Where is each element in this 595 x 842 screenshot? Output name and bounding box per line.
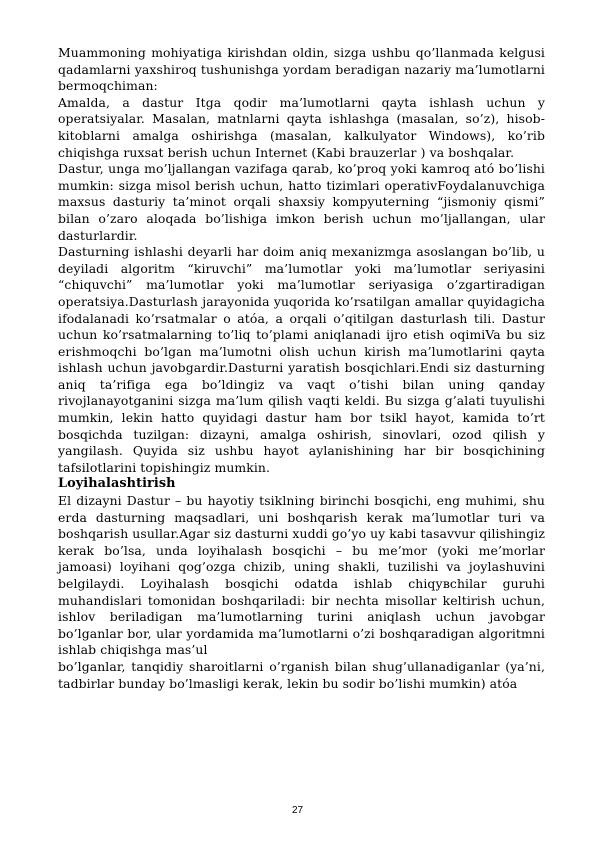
section-heading: Loyihalashtirish bbox=[58, 476, 176, 492]
paragraph-intro: Muammoning mohiyatiga kirishdan oldin, sizga ushbu qo’llanmada kelgusi qadamlarni yaxshiroq tushunishga yordam beradigan nazariy ma’lumotlarni bermoqchiman: bbox=[58, 45, 545, 94]
paragraph-dasturning-ishlashi: Dasturning ishlashi deyarli har doim aniq mexanizmga asoslangan bo’lib, u deyiladi algoritm “kiruvchi” ma’lumotlar yoki ma’lumotlar seriyasini “chiquvchi” ma’lumotlar yoki ma’lumotlar seriyasiga o’zgartiradigan operatsiya.Dasturlash jarayonida yuqorida ko’rsatilgan amallar quyidagicha ifodalanadi ko’rsatmalar o atóa, a orqali o’qitilgan dasturlash tili. Dastur uchun ko’rsatmalarning to’liq to’plami aniqlanadi ijro etish oqimiVa bu siz erishmoqchi bo’lgan ma’lumotni olish uchun kirish ma’lumotlarini qayta ishlash uchun javobgardir.Dasturni yaratish bosqichlari.Endi siz dasturning aniq ta’rifiga ega bo’ldingiz va vaqt o’tishi bilan uning qanday rivojlanayotganini sizga ma’lum qilish vaqti keldi. Bu sizga g’alati tuyulishi mumkin, lekin hatto quyidagi dastur ham bor tsikl hayot, kamida to’rt bosqichda tuzilgan: dizayni, amalga oshirish, sinovlari, ozod qilish y yangilash. Quyida siz ushbu hayot aylanishining har bir bosqichining tafsilotlarini topishingiz mumkin. bbox=[58, 244, 545, 475]
page-body bbox=[58, 45, 545, 692]
page-number: 27 bbox=[291, 805, 304, 816]
paragraph-amalda: Amalda, a dastur Itga qodir ma’lumotlarni qayta ishlash uchun y operatsiyalar. Masalan, matnlarni qayta ishlashga (masalan, so’z), hisob-kitoblarni amalga oshirishga (masalan, kalkulyator Windows), ko’rib chiqishga ruxsat berish uchun Internet (Kabi brauzerlar ) va boshqalar. bbox=[58, 94, 545, 160]
paragraph-dastur: Dastur, unga mo’ljallangan vazifaga qarab, ko’proq yoki kamroq ató bo’lishi mumkin: sizga misol berish uchun, hatto tizimlari operativFoydalanuvchiga maxsus dasturiy ta’minot orqali shaxsiy kompyuterning “jismoniy qismi” bilan o’zaro aloqada bo’lishiga imkon berish uchun mo’ljallangan, ular dasturlardir. bbox=[58, 161, 545, 243]
paragraph-dizayni: El dizayni Dastur – bu hayotiy tsiklning birinchi bosqichi, eng muhimi, shu erda dasturning maqsadlari, uni boshqarish kerak ma’lumotlar turi va boshqarish usullar.Agar siz dasturni xuddi go’yo uy kabi tasavvur qilishingiz kerak bo’lsa, unda loyihalash bosqichi – bu me’mor (yoki me’morlar jamoasi) loyihani qog’ozga chizib, uning shakli, tuzilishi va joylashuvini belgilaydi. Loyihalash bosqichi odatda ishlab chiqувchilar guruhi muhandislari tomonidan boshqariladi: bir nechta misollar keltirish uchun, ishlov beriladigan ma’lumotlarning turini aniqlash uchun javobgar bo’lganlar bor, ular yordamida ma’lumotlarni o’zi boshqaradigan algoritmni ishlab chiqishga mas’ul bbox=[58, 493, 545, 658]
paragraph-continuation: bo’lganlar, tanqidiy sharoitlarni o’rganish bilan shug’ullanadiganlar (ya’ni, tadbirlar bunday bo’lmasligi kerak, lekin bu sodir bo’lishi mumkin) atóa bbox=[58, 658, 545, 691]
